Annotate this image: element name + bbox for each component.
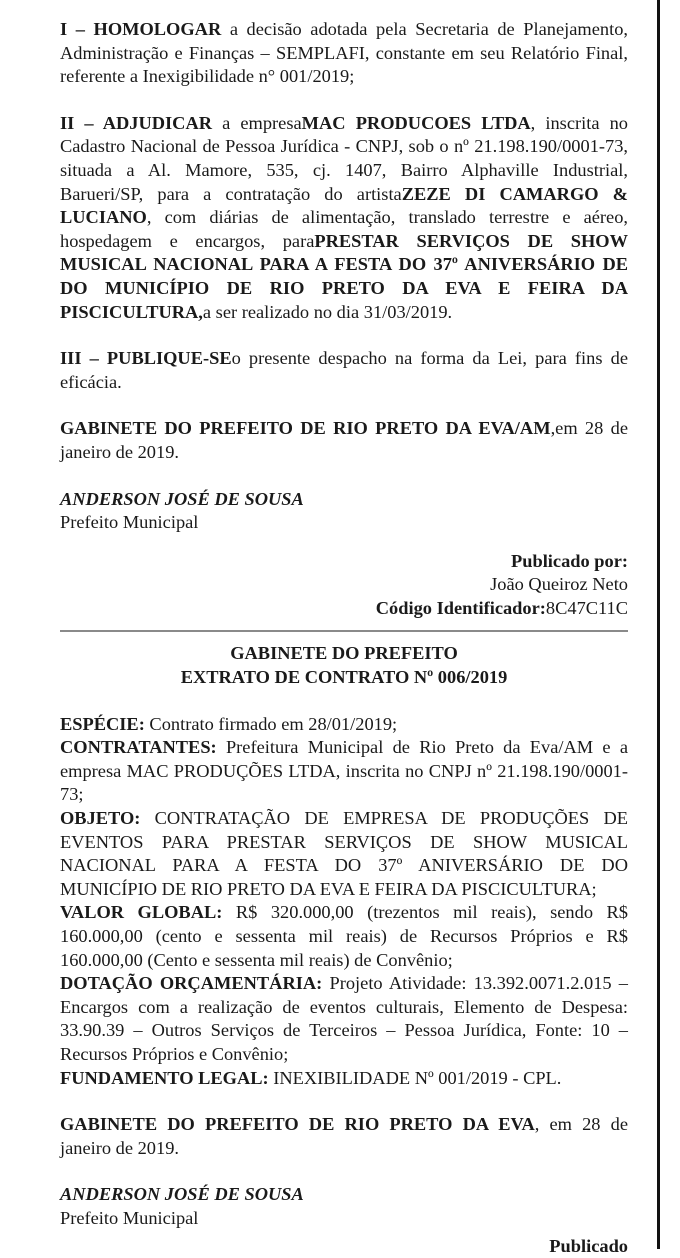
item-ii-adjudicar: II – ADJUDICAR a empresaMAC PRODUCOES LTDA, inscrita no Cadastro Nacional de Pessoa Jurídica - CNPJ, sob o nº 21.198.190/0001-73, situada a Al. Mamore, 535, cj. 1407, Bairro Alphaville Industrial, Barueri/SP, para a contratação do artistaZEZE DI CAMARGO & LUCIANO, com diárias de alimentação, translado terrestre e aéreo, hospedagem e encargos, paraPRESTAR SERVIÇOS DE SHOW MUSICAL NACIONAL PARA A FESTA DO 37º ANIVERSÁRIO DE DO MUNICÍPIO DE RIO PRETO DA EVA E FEIRA DA PISCICULTURA,a ser realizado no dia 31/03/2019. bbox=[60, 112, 628, 322]
signatory-name: ANDERSON JOSÉ DE SOUSA bbox=[60, 488, 304, 509]
item-i-homologar: I – HOMOLOGAR a decisão adotada pela Secretaria de Planejamento, Administração e Finanças – SEMPLAFI, constante em seu Relatório Final, referente a Inexigibilidade n° 001/2019; bbox=[60, 19, 628, 87]
signatory-name-2: ANDERSON JOSÉ DE SOUSA bbox=[60, 1184, 304, 1205]
signature-block-1 bbox=[60, 488, 628, 535]
publication-info-cutoff: Publicado bbox=[549, 1235, 628, 1256]
field-objeto: OBJETO: CONTRATAÇÃO DE EMPRESA DE PRODUÇÕES DE EVENTOS PARA PRESTAR SERVIÇOS DE SHOW MUSICAL NACIONAL PARA A FESTA DO 37º ANIVERSÁRIO DE DO MUNICÍPIO DE RIO PRETO DA EVA E FEIRA DA PISCICULTURA; bbox=[60, 808, 628, 899]
field-fundamento: FUNDAMENTO LEGAL: INEXIBILIDADE Nº 001/2019 - CPL. bbox=[60, 1067, 562, 1088]
section2-header bbox=[60, 642, 628, 689]
published-by-name: João Queiroz Neto bbox=[490, 574, 628, 595]
field-valor-global: VALOR GLOBAL: R$ 320.000,00 (trezentos mil reais), sendo R$ 160.000,00 (cento e sessenta mil reais) de Recursos Próprios e R$ 160.000,00 (Cento e sessenta mil reais) de Convênio; bbox=[60, 902, 628, 970]
publication-info bbox=[60, 550, 628, 621]
signatory-title-2: Prefeito Municipal bbox=[60, 1207, 199, 1228]
published-by-label: Publicado por: bbox=[511, 550, 628, 571]
contract-extract bbox=[60, 713, 628, 1091]
document-column bbox=[60, 18, 628, 1258]
signatory-title: Prefeito Municipal bbox=[60, 512, 199, 533]
code-label: Código Identificador: bbox=[375, 597, 546, 618]
field-contratantes: CONTRATANTES: Prefeitura Municipal de Rio Preto da Eva/AM e a empresa MAC PRODUÇÕES LTDA, inscrita no CNPJ nº 21.198.190/0001-73; bbox=[60, 737, 628, 805]
page-border bbox=[657, 0, 660, 1249]
section2-header-line2: EXTRATO DE CONTRATO Nº 006/2019 bbox=[180, 667, 508, 688]
code-value: 8C47C11C bbox=[545, 597, 628, 618]
field-dotacao: DOTAÇÃO ORÇAMENTÁRIA: Projeto Atividade: 13.392.0071.2.015 – Encargos com a realização de eventos culturais, Elemento de Despesa: 33.90.39 – Outros Serviços de Terceiros – Pessoa Jurídica, Fonte: 10 – Recursos Próprios e Convênio; bbox=[60, 973, 628, 1064]
section2-header-line1: GABINETE DO PREFEITO bbox=[230, 643, 458, 664]
place-date-1: GABINETE DO PREFEITO DE RIO PRETO DA EVA/AM,em 28 de janeiro de 2019. bbox=[60, 418, 628, 462]
place-date-2: GABINETE DO PREFEITO DE RIO PRETO DA EVA, em 28 de janeiro de 2019. bbox=[60, 1114, 629, 1158]
signature-block-2 bbox=[60, 1183, 628, 1230]
field-especie: ESPÉCIE: Contrato firmado em 28/01/2019; bbox=[60, 713, 398, 734]
item-iii-publique-se: III – PUBLIQUE-SEo presente despacho na forma da Lei, para fins de eficácia. bbox=[60, 348, 628, 392]
